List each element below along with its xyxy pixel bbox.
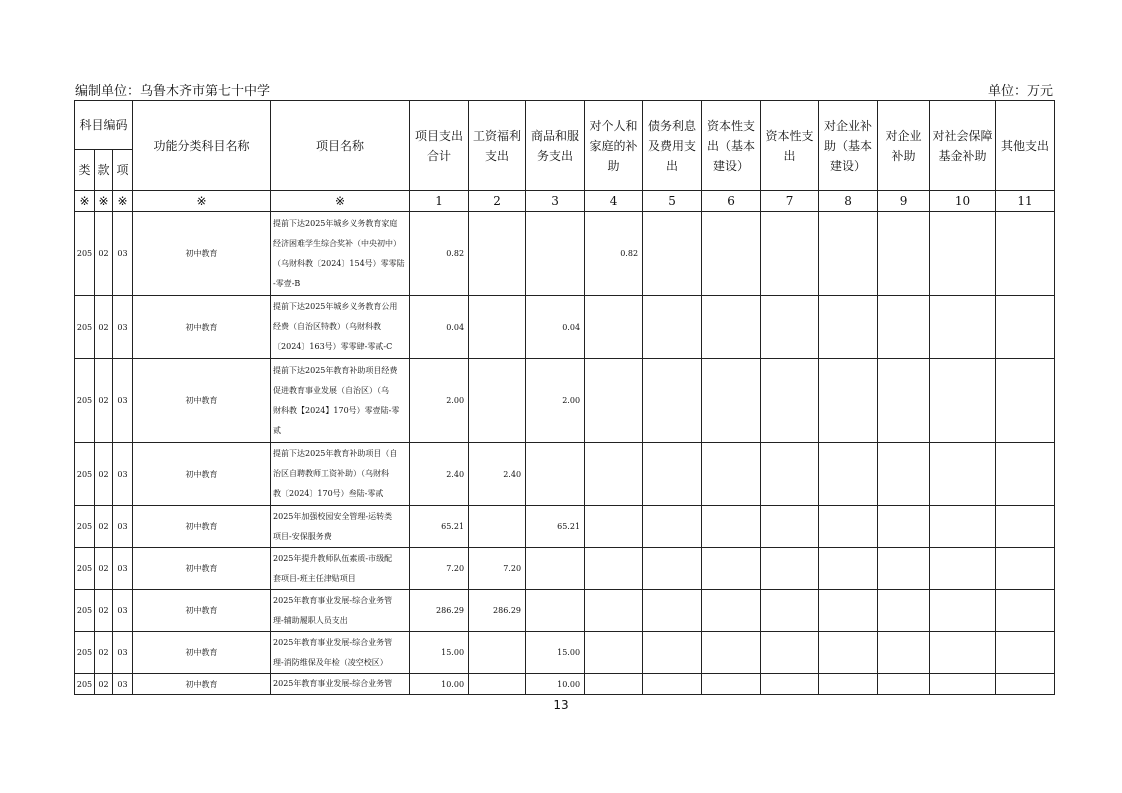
table-body [75, 191, 1055, 695]
header-line [75, 80, 1053, 98]
amount-cell: 286.29 [410, 590, 469, 632]
amount-cell [819, 674, 878, 695]
func-name-cell: 初中教育 [133, 359, 271, 443]
index-cell: 5 [643, 191, 702, 212]
project-name-header: 项目名称 [271, 101, 410, 191]
amount-cell [585, 548, 643, 590]
code-kuan-cell: 02 [95, 548, 113, 590]
project-name-cell [271, 548, 410, 590]
code-lei-cell: 205 [75, 443, 95, 506]
amount-cell [585, 359, 643, 443]
amount-cell [930, 296, 996, 359]
project-name-line: 2025年提升教师队伍素质-市级配 [273, 553, 393, 563]
amount-cell [819, 443, 878, 506]
amount-cell [819, 632, 878, 674]
table-row [75, 590, 1055, 632]
amount-cell [702, 632, 761, 674]
func-name-header: 功能分类科目名称 [133, 101, 271, 191]
amount-cell: 2.00 [526, 359, 585, 443]
project-name-line: 贰 [273, 425, 282, 435]
amount-cell [930, 632, 996, 674]
amount-cell [819, 359, 878, 443]
project-name-cell [271, 632, 410, 674]
amount-cell [702, 443, 761, 506]
amount-cell [878, 548, 930, 590]
amount-cell [585, 443, 643, 506]
amount-cell [643, 674, 702, 695]
code-lei-cell: 205 [75, 632, 95, 674]
amount-cell [878, 443, 930, 506]
capital-expenditure-header: 资本性支 出 [761, 101, 819, 191]
index-cell: ※ [113, 191, 133, 212]
code-lei-cell: 205 [75, 548, 95, 590]
amount-cell [878, 674, 930, 695]
amount-cell [526, 443, 585, 506]
amount-cell: 15.00 [526, 632, 585, 674]
amount-cell [643, 296, 702, 359]
index-cell: ※ [133, 191, 271, 212]
amount-cell [643, 548, 702, 590]
amount-cell [469, 674, 526, 695]
amount-cell: 15.00 [410, 632, 469, 674]
amount-cell: 10.00 [410, 674, 469, 695]
amount-cell [702, 359, 761, 443]
code-group-header: 科目编码 [75, 101, 133, 150]
amount-cell [761, 212, 819, 296]
enterprise-construction-header: 对企业补 助（基本 建设） [819, 101, 878, 191]
project-expenditure-table [74, 100, 1055, 695]
amount-cell [819, 548, 878, 590]
amount-cell: 7.20 [469, 548, 526, 590]
func-name-cell: 初中教育 [133, 506, 271, 548]
code-kuan-cell: 02 [95, 296, 113, 359]
amount-cell [761, 506, 819, 548]
index-cell: 6 [702, 191, 761, 212]
index-cell: 1 [410, 191, 469, 212]
amount-cell [761, 590, 819, 632]
amount-cell: 10.00 [526, 674, 585, 695]
func-name-cell: 初中教育 [133, 632, 271, 674]
other-expenditure-header: 其他支出 [996, 101, 1055, 191]
amount-cell [930, 212, 996, 296]
project-name-line: 经费（自治区特教）（乌财科教 [273, 322, 382, 331]
amount-cell [996, 296, 1055, 359]
goods-services-header: 商品和服 务支出 [526, 101, 585, 191]
index-row [75, 191, 1055, 212]
amount-cell [702, 590, 761, 632]
project-name-line: 2025年加强校园安全管理-运转类 [273, 511, 393, 521]
amount-cell [996, 359, 1055, 443]
code-xiang-cell: 03 [113, 548, 133, 590]
amount-cell [585, 506, 643, 548]
amount-cell [930, 548, 996, 590]
amount-cell [643, 506, 702, 548]
enterprise-subsidy-header: 对企业 补助 [878, 101, 930, 191]
code-kuan-cell: 02 [95, 212, 113, 296]
table-row [75, 212, 1055, 296]
amount-cell [526, 590, 585, 632]
project-name-line: 财科教【2024】170号）零壹陆-零 [273, 405, 400, 415]
amount-cell [996, 632, 1055, 674]
table-row [75, 359, 1055, 443]
amount-cell [643, 212, 702, 296]
code-kuan-cell: 02 [95, 632, 113, 674]
project-name-line: 理-消防维保及年检（凌空校区） [273, 657, 388, 667]
amount-cell [469, 212, 526, 296]
amount-cell [878, 212, 930, 296]
amount-cell: 286.29 [469, 590, 526, 632]
amount-cell [878, 359, 930, 443]
project-name-cell [271, 359, 410, 443]
project-name-cell [271, 443, 410, 506]
table-row [75, 296, 1055, 359]
project-name-cell [271, 590, 410, 632]
project-name-line: 〔2024〕163号）零零肆-零贰-C [273, 342, 393, 351]
project-name-line: 提前下达2025年城乡义务教育公用 [273, 302, 398, 311]
currency-unit: 单位：万元 [987, 83, 1053, 99]
amount-cell [643, 359, 702, 443]
amount-cell: 7.20 [410, 548, 469, 590]
amount-cell [878, 296, 930, 359]
amount-cell: 65.21 [410, 506, 469, 548]
func-name-cell: 初中教育 [133, 296, 271, 359]
amount-cell [761, 674, 819, 695]
code-kuan-cell: 02 [95, 590, 113, 632]
code-xiang-cell: 03 [113, 443, 133, 506]
amount-cell [930, 590, 996, 632]
amount-cell [702, 548, 761, 590]
amount-cell [643, 632, 702, 674]
amount-cell [702, 212, 761, 296]
project-name-line: 2025年教育事业发展-综合业务管 [273, 595, 393, 605]
project-name-cell [271, 674, 410, 695]
project-name-line: 2025年教育事业发展-综合业务管 [273, 637, 393, 647]
index-cell: 8 [819, 191, 878, 212]
compiling-unit: 编制单位：乌鲁木齐市第七十中学 [75, 83, 271, 99]
code-lei-cell: 205 [75, 590, 95, 632]
debt-interest-header: 债务利息 及费用支 出 [643, 101, 702, 191]
amount-cell [761, 548, 819, 590]
amount-cell [930, 359, 996, 443]
project-name-cell [271, 212, 410, 296]
amount-cell [819, 296, 878, 359]
page-number: 13 [553, 698, 569, 712]
code-lei-cell: 205 [75, 212, 95, 296]
table-row [75, 548, 1055, 590]
amount-cell [526, 548, 585, 590]
code-kuan-cell: 02 [95, 506, 113, 548]
amount-cell [819, 590, 878, 632]
table-row [75, 674, 1055, 695]
total-header: 项目支出 合计 [410, 101, 469, 191]
code-kuan-header: 款 [95, 150, 113, 191]
amount-cell [643, 443, 702, 506]
amount-cell [585, 590, 643, 632]
amount-cell [585, 674, 643, 695]
header-row-1 [75, 101, 1055, 150]
amount-cell [469, 632, 526, 674]
amount-cell: 0.04 [410, 296, 469, 359]
index-cell: 2 [469, 191, 526, 212]
project-name-line: 理-辅助履职人员支出 [273, 615, 348, 625]
social-security-header: 对社会保障 基金补助 [930, 101, 996, 191]
amount-cell [469, 506, 526, 548]
wages-header: 工资福利 支出 [469, 101, 526, 191]
code-kuan-cell: 02 [95, 443, 113, 506]
amount-cell: 0.82 [410, 212, 469, 296]
amount-cell [878, 632, 930, 674]
func-name-cell: 初中教育 [133, 674, 271, 695]
func-name-cell: 初中教育 [133, 590, 271, 632]
amount-cell [996, 506, 1055, 548]
amount-cell [469, 359, 526, 443]
code-lei-cell: 205 [75, 506, 95, 548]
code-lei-header: 类 [75, 150, 95, 191]
code-xiang-cell: 03 [113, 212, 133, 296]
amount-cell [526, 212, 585, 296]
amount-cell [996, 590, 1055, 632]
amount-cell [761, 443, 819, 506]
index-cell: ※ [271, 191, 410, 212]
project-name-line: 促进教育事业发展（自治区）（乌 [273, 385, 390, 395]
household-subsidy-header: 对个人和 家庭的补 助 [585, 101, 643, 191]
amount-cell [761, 296, 819, 359]
project-name-cell [271, 506, 410, 548]
table-row [75, 506, 1055, 548]
amount-cell [585, 296, 643, 359]
code-xiang-cell: 03 [113, 632, 133, 674]
amount-cell: 0.82 [585, 212, 643, 296]
code-lei-cell: 205 [75, 359, 95, 443]
amount-cell [819, 212, 878, 296]
amount-cell [761, 632, 819, 674]
project-name-line: 经济困难学生综合奖补（中央初中） [273, 238, 402, 248]
project-name-line: 提前下达2025年教育补助项目经费 [273, 365, 398, 375]
amount-cell [996, 548, 1055, 590]
amount-cell [996, 212, 1055, 296]
index-cell: 4 [585, 191, 643, 212]
index-cell: 7 [761, 191, 819, 212]
amount-cell [996, 443, 1055, 506]
amount-cell: 2.40 [410, 443, 469, 506]
amount-cell: 2.40 [469, 443, 526, 506]
amount-cell [702, 296, 761, 359]
project-name-line: -零壹-B [273, 278, 301, 288]
amount-cell [469, 296, 526, 359]
code-xiang-cell: 03 [113, 359, 133, 443]
index-cell: 9 [878, 191, 930, 212]
func-name-cell: 初中教育 [133, 212, 271, 296]
table-row [75, 443, 1055, 506]
amount-cell [930, 506, 996, 548]
code-xiang-cell: 03 [113, 674, 133, 695]
project-name-line: 2025年教育事业发展-综合业务管 [273, 679, 393, 688]
index-cell: 3 [526, 191, 585, 212]
project-name-line: （乌财科教〔2024〕154号）零零陆 [273, 258, 405, 268]
func-name-cell: 初中教育 [133, 548, 271, 590]
project-name-line: 提前下达2025年教育补助项目（自 [273, 449, 398, 458]
code-lei-cell: 205 [75, 296, 95, 359]
code-lei-cell: 205 [75, 674, 95, 695]
amount-cell [996, 674, 1055, 695]
project-name-line: 提前下达2025年城乡义务教育家庭 [273, 218, 398, 228]
amount-cell [878, 506, 930, 548]
project-name-line: 教〔2024〕170号）叁陆-零贰 [273, 489, 384, 498]
amount-cell [643, 590, 702, 632]
amount-cell [878, 590, 930, 632]
amount-cell [930, 674, 996, 695]
amount-cell [819, 506, 878, 548]
code-xiang-header: 项 [113, 150, 133, 191]
code-kuan-cell: 02 [95, 359, 113, 443]
code-xiang-cell: 03 [113, 506, 133, 548]
index-cell: 10 [930, 191, 996, 212]
table-row [75, 632, 1055, 674]
project-name-line: 治区自聘教师工资补助）（乌财科 [273, 469, 390, 478]
amount-cell: 2.00 [410, 359, 469, 443]
amount-cell [930, 443, 996, 506]
project-name-line: 套项目-班主任津贴项目 [273, 573, 356, 583]
code-kuan-cell: 02 [95, 674, 113, 695]
amount-cell: 0.04 [526, 296, 585, 359]
index-cell: ※ [75, 191, 95, 212]
amount-cell [585, 632, 643, 674]
amount-cell [761, 359, 819, 443]
amount-cell: 65.21 [526, 506, 585, 548]
code-xiang-cell: 03 [113, 590, 133, 632]
amount-cell [702, 674, 761, 695]
amount-cell [702, 506, 761, 548]
index-cell: 11 [996, 191, 1055, 212]
func-name-cell: 初中教育 [133, 443, 271, 506]
index-cell: ※ [95, 191, 113, 212]
capital-construction-header: 资本性支 出（基本 建设） [702, 101, 761, 191]
project-name-cell [271, 296, 410, 359]
project-name-line: 项目-安保服务费 [273, 531, 332, 541]
code-xiang-cell: 03 [113, 296, 133, 359]
